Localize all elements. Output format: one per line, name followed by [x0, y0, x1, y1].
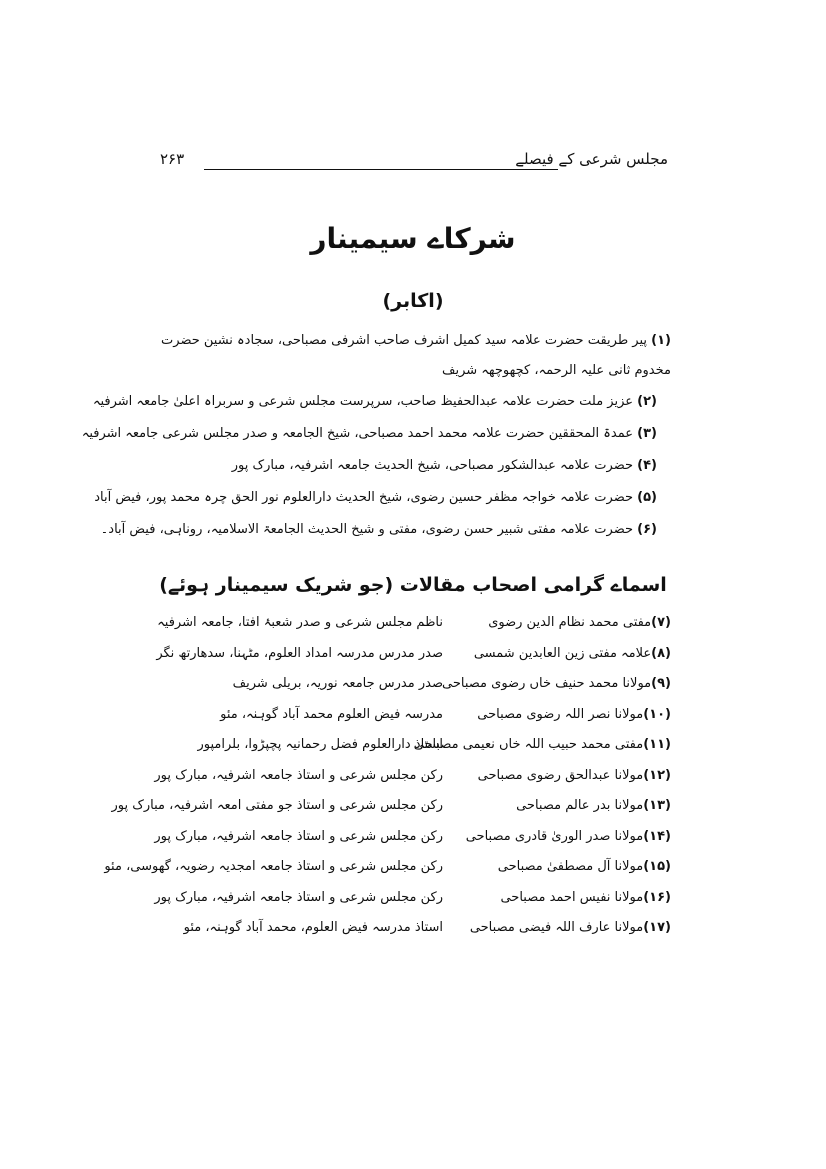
item-text: حضرت علامہ خواجہ مظفر حسین رضوی، شیخ الحدیث دارالعلوم نور الحق چرہ محمد پور، فیض آباد	[94, 490, 634, 505]
delegate-row	[151, 822, 671, 853]
running-header	[160, 150, 668, 176]
item-number: (۱)	[651, 333, 671, 348]
delegate-row	[151, 730, 671, 761]
delegate-name-cell	[461, 883, 671, 914]
delegates-list	[104, 608, 671, 944]
akabir-item	[151, 326, 671, 386]
delegate-number: (۸)	[651, 645, 671, 661]
delegate-name-cell	[461, 852, 671, 883]
delegate-row	[151, 669, 671, 700]
delegate-name: مولانا نصر اللہ رضوی مصباحی	[477, 706, 644, 722]
delegate-name-cell	[461, 700, 671, 731]
delegate-role: صدر مدرس جامعہ نوریہ، بریلی شریف	[232, 676, 443, 691]
delegate-role: استاذ دارالعلوم فضل رحمانیہ پچپڑوا، بلرامپور	[197, 737, 443, 752]
delegate-number: (۱۴)	[643, 828, 671, 844]
delegate-number: (۱۶)	[643, 889, 671, 905]
delegate-number: (۷)	[651, 615, 671, 630]
delegate-name: مولانا عبدالحق رضوی مصباحی	[477, 767, 644, 783]
akabir-list	[81, 326, 671, 546]
akabir-item	[92, 386, 671, 418]
delegate-name: مولانا بدر عالم مصباحی	[516, 798, 644, 813]
delegate-name-cell	[461, 791, 671, 822]
delegate-name: علامہ مفتی زین العابدین شمسی	[473, 645, 652, 661]
item-text: عمدۃ المحققین حضرت علامہ محمد احمد مصباحی، شیخ الجامعہ و صدر مجلس شرعی جامعہ اشرفیہ	[81, 426, 634, 441]
delegate-name-cell	[461, 639, 671, 670]
delegate-number: (۱۲)	[643, 767, 671, 783]
header-rule	[204, 169, 558, 170]
item-text: پیر طریقت حضرت علامہ سید کمیل اشرف صاحب اشرفی مصباحی، سجادہ نشین حضرت مخدوم ثانی علیہ الرحمہ، کچھوچھہ شریف	[161, 333, 671, 378]
akabir-item	[151, 450, 671, 482]
delegate-name: مفتی محمد حبیب اللہ خاں نعیمی مصباحی	[413, 737, 644, 752]
delegate-role: رکن مجلس شرعی و استاذ جامعہ اشرفیہ، مبارک پور	[154, 828, 443, 844]
delegate-number: (۱۵)	[643, 859, 671, 874]
akabir-item	[81, 418, 671, 450]
delegate-name: مولانا آل مصطفیٰ مصباحی	[497, 859, 644, 874]
item-text: عزیز ملت حضرت علامہ عبدالحفیظ صاحب، سرپرست مجلس شرعی و سربراہ اعلیٰ جامعہ اشرفیہ	[92, 394, 634, 409]
delegate-name: مولانا نفیس احمد مصباحی	[500, 889, 644, 905]
delegate-role: رکن مجلس شرعی و استاذ جامعہ امجدیہ رضویہ، گھوسی، مئو	[104, 859, 443, 874]
delegate-name: مولانا محمد حنیف خاں رضوی مصباحی	[442, 676, 652, 691]
delegate-name-cell	[461, 608, 671, 639]
item-number: (۴)	[637, 458, 657, 473]
delegate-role: صدر مدرس مدرسہ امداد العلوم، مٹہنا، سدھارتھ نگر	[156, 645, 443, 661]
delegate-name-cell	[442, 669, 671, 700]
delegate-role: رکن مجلس شرعی و استاذ جامعہ اشرفیہ، مبارک پور	[154, 889, 443, 905]
delegate-name-cell	[461, 822, 671, 853]
delegate-name: مفتی محمد نظام الدین رضوی	[488, 615, 652, 630]
delegate-number: (۱۰)	[643, 706, 671, 722]
delegate-role: رکن مجلس شرعی و استاذ جو مفتی امعہ اشرفیہ، مبارک پور	[111, 798, 443, 813]
delegate-name: مولانا صدر الوریٰ قادری مصباحی	[465, 828, 644, 844]
item-text: حضرت علامہ مفتی شبیر حسن رضوی، مفتی و شیخ الحدیث الجامعۃ الاسلامیہ، روناہی، فیض آباد۔	[100, 522, 634, 537]
delegate-row	[151, 913, 671, 944]
section-heading-akabir: (اکابر)	[382, 290, 444, 312]
delegate-name: مولانا عارف اللہ فیضی مصباحی	[469, 920, 644, 935]
delegate-role: مدرسہ فیض العلوم محمد آباد گوہنہ، مئو	[220, 706, 443, 722]
delegate-number: (۱۳)	[643, 798, 671, 813]
page-title: شرکاے سیمینار	[310, 222, 516, 255]
akabir-item	[94, 482, 671, 514]
item-number: (۵)	[637, 490, 657, 505]
delegate-row	[151, 883, 671, 914]
item-text: حضرت علامہ عبدالشکور مصباحی، شیخ الحدیث جامعہ اشرفیہ، مبارک پور	[231, 458, 634, 473]
delegate-row	[151, 608, 671, 639]
book-title: مجلس شرعی کے فیصلے	[515, 150, 668, 168]
delegate-name-cell	[461, 913, 671, 944]
delegate-number: (۹)	[651, 676, 671, 691]
delegate-number: (۱۱)	[643, 737, 671, 752]
section-heading-delegates: اسماے گرامی اصحاب مقالات (جو شریک سیمینار ہوئے)	[159, 574, 667, 596]
delegate-number: (۱۷)	[643, 920, 671, 935]
delegate-row	[104, 852, 671, 883]
delegate-row	[151, 639, 671, 670]
delegate-row	[111, 791, 671, 822]
akabir-item	[100, 514, 671, 546]
item-number: (۲)	[637, 394, 657, 409]
page-number: ۲۶۳	[160, 150, 185, 168]
item-number: (۶)	[637, 522, 657, 537]
item-number: (۳)	[637, 426, 657, 441]
delegate-row	[151, 761, 671, 792]
delegate-row	[151, 700, 671, 731]
delegate-role: ناظم مجلس شرعی و صدر شعبۂ افتا، جامعہ اشرفیہ	[157, 615, 443, 630]
delegate-role: رکن مجلس شرعی و استاذ جامعہ اشرفیہ، مبارک پور	[154, 767, 443, 783]
delegate-name-cell	[461, 761, 671, 792]
delegate-role: استاذ مدرسہ فیض العلوم، محمد آباد گوہنہ، مئو	[183, 920, 443, 935]
delegate-name-cell	[413, 730, 671, 761]
